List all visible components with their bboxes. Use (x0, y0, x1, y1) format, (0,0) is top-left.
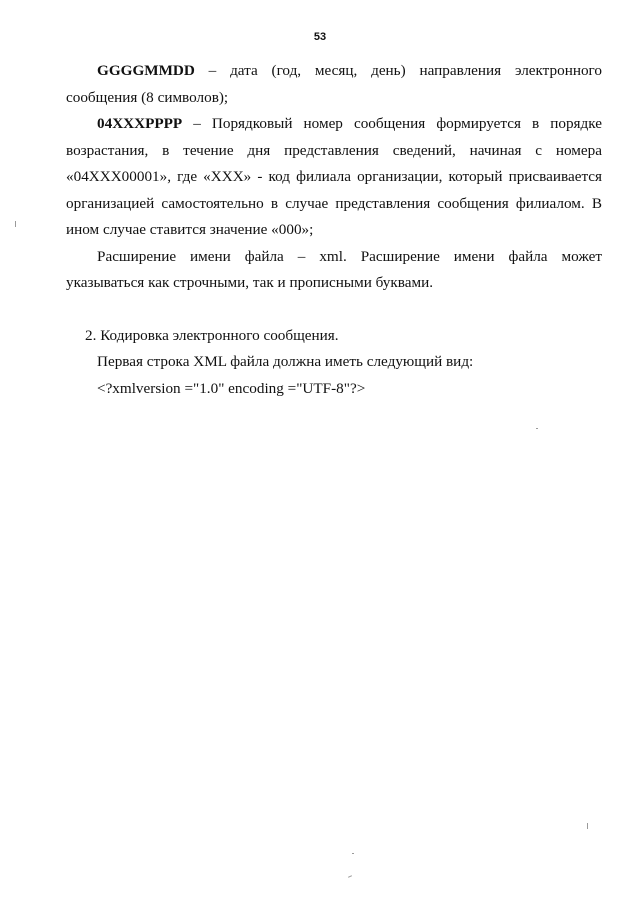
paragraph-sequence-number-text: – Порядковый номер сообщения формируется в порядке возрастания, в течение дня представления сведений, начиная с номера «04XXX00001», где «XXX» - код филиала организации, который присваивается организацией самостоятельно в случае представления сообщения филиалом. В ином случае ставится значение «000»; (66, 115, 602, 238)
paragraph-date-format (66, 58, 602, 111)
document-body (66, 58, 602, 402)
section-heading-encoding: 2. Кодировка электронного сообщения. (85, 326, 339, 344)
scan-speck (348, 875, 352, 878)
scan-speck (587, 823, 588, 829)
scan-speck (15, 221, 16, 227)
xml-declaration: <?xmlversion ="1.0" encoding ="UTF-8"?> (97, 379, 366, 397)
paragraph-sequence-number (66, 111, 602, 244)
encoding-description: Первая строка XML файла должна иметь следующий вид: (97, 353, 474, 370)
scan-speck (536, 428, 538, 429)
scan-speck (352, 853, 354, 854)
paragraph-date-format-text: – дата (год, месяц, день) направления электронного сообщения (8 символов); (66, 62, 602, 106)
term-sequence-number: 04XXXPPPP (97, 115, 183, 132)
page-number: 53 (313, 31, 327, 43)
term-date-format: GGGGMMDD (97, 62, 195, 79)
paragraph-file-extension: Расширение имени файла – xml. Расширение имени файла может указываться как строчными, так и прописными буквами. (66, 247, 602, 291)
